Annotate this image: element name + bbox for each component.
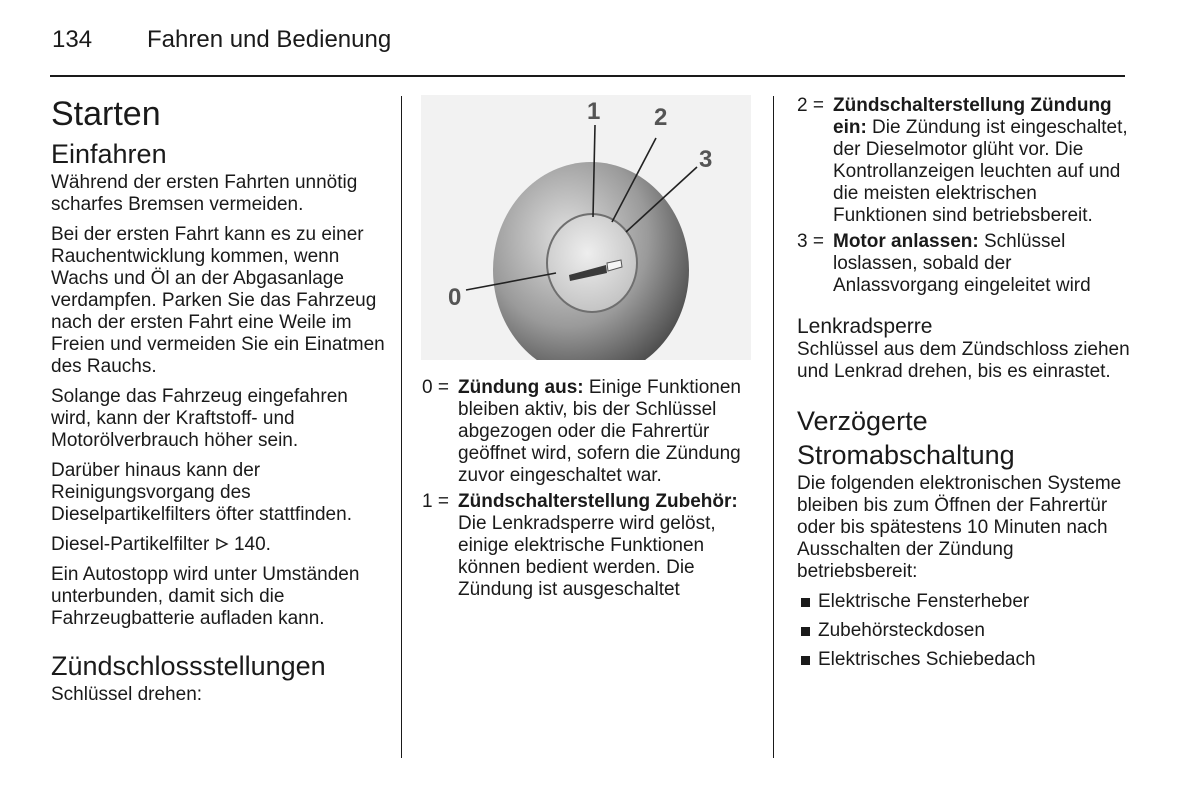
position-term: Motor anlassen: xyxy=(833,231,979,252)
position-term: Zündschalterstellung Zündung ein: xyxy=(833,95,1112,138)
position-text: Schlüssel loslassen, sobald der Anlassvorgang eingeleitet wird xyxy=(833,231,1091,296)
heading-einfahren: Einfahren xyxy=(51,139,167,169)
heading-starten: Starten xyxy=(51,95,161,133)
list-item: Elektrisches Schiebedach xyxy=(797,649,1130,671)
position-number: 0 = xyxy=(422,377,449,398)
position-term: Zündung aus: xyxy=(458,377,584,398)
paragraph-7: Schlüssel drehen: xyxy=(51,684,203,705)
heading-lenkradsperre: Lenkradsperre xyxy=(797,315,933,338)
position-text: Einige Funktionen bleiben aktiv, bis der Schlüssel abgezogen oder die Fahrertür geöffnet wird, sofern die Zündung zuvor eingeschaltet war. xyxy=(458,377,741,486)
ignition-lock-icon xyxy=(421,95,751,360)
section-title: Fahren und Bedienung xyxy=(147,26,392,53)
filter-ref-text: Diesel-Partikelfilter xyxy=(51,534,210,555)
bullet-square-icon xyxy=(801,656,810,665)
label-1: 1 xyxy=(587,98,601,125)
position-text: Die Lenkradsperre wird gelöst, einige elektrische Funktionen können bedient werden. Die Zündung ist ausgeschaltet xyxy=(458,513,716,600)
paragraph-lenkradsperre: Schlüssel aus dem Zündschloss ziehen und Lenkrad drehen, bis es einrastet. xyxy=(797,339,1130,382)
header-rule xyxy=(50,75,1125,77)
paragraph-4: Darüber hinaus kann der Reinigungsvorgang des Dieselpartikelfilters öfter stattfinden. xyxy=(51,460,352,525)
ignition-figure xyxy=(421,95,751,360)
label-2: 2 xyxy=(654,104,668,131)
position-number: 3 = xyxy=(797,231,824,252)
page-header xyxy=(52,26,391,54)
position-1-item xyxy=(422,491,757,601)
position-text: Die Zündung ist eingeschaltet, der Dieselmotor glüht vor. Die Kontrollanzeigen leuchten auf und die meisten elektrischen Funktionen sind betriebsbereit. xyxy=(833,117,1128,226)
lock-inner-disc xyxy=(547,214,637,312)
paragraph-6: Ein Autostopp wird unter Umständen unterbunden, damit sich die Fahrzeugbatterie aufladen kann. xyxy=(51,564,360,629)
bullet-square-icon xyxy=(801,627,810,636)
arrow-ref-icon[interactable] xyxy=(215,534,229,555)
column-3 xyxy=(797,95,1130,678)
column-divider-1 xyxy=(401,96,402,758)
filter-ref-page[interactable]: 140. xyxy=(233,534,271,555)
label-3: 3 xyxy=(699,146,713,173)
paragraph-5 xyxy=(51,534,386,556)
position-number: 2 = xyxy=(797,95,824,116)
heading-zuendschloss: Zündschlossstellungen xyxy=(51,651,326,681)
position-2-item xyxy=(797,95,1130,227)
paragraph-2: Bei der ersten Fahrt kann es zu einer Rauchentwicklung kommen, wenn Wachs und Öl an der Abgasanlage verdampfen. Parken Sie das Fahrzeug nach der ersten Fahrt eine Weile im Freien und vermeiden Sie ein Einatmen des Rauchs. xyxy=(51,224,385,377)
column-2 xyxy=(422,377,757,605)
column-1 xyxy=(51,94,386,714)
column-divider-2 xyxy=(773,96,774,758)
heading-stromabschaltung: Stromabschaltung xyxy=(797,440,1015,470)
list-item: Zubehörsteckdosen xyxy=(797,620,1130,642)
paragraph-1: Während der ersten Fahrten unnötig scharfes Bremsen vermeiden. xyxy=(51,172,358,215)
position-term: Zündschalterstellung Zubehör: xyxy=(458,491,738,512)
label-0: 0 xyxy=(448,284,462,311)
bullet-square-icon xyxy=(801,598,810,607)
paragraph-3: Solange das Fahrzeug eingefahren wird, kann der Kraftstoff- und Motorölverbrauch höher sein. xyxy=(51,386,348,451)
position-number: 1 = xyxy=(422,491,449,512)
heading-verzoegerte: Verzögerte xyxy=(797,406,928,436)
page-number: 134 xyxy=(52,26,93,53)
position-0-item xyxy=(422,377,757,487)
paragraph-stromabschaltung: Die folgenden elektronischen Systeme bleiben bis zum Öffnen der Fahrertür oder bis spätestens 10 Minuten nach Ausschalten der Zündung betriebsbereit: xyxy=(797,473,1122,582)
position-3-item xyxy=(797,231,1130,297)
list-item: Elektrische Fensterheber xyxy=(797,591,1130,613)
